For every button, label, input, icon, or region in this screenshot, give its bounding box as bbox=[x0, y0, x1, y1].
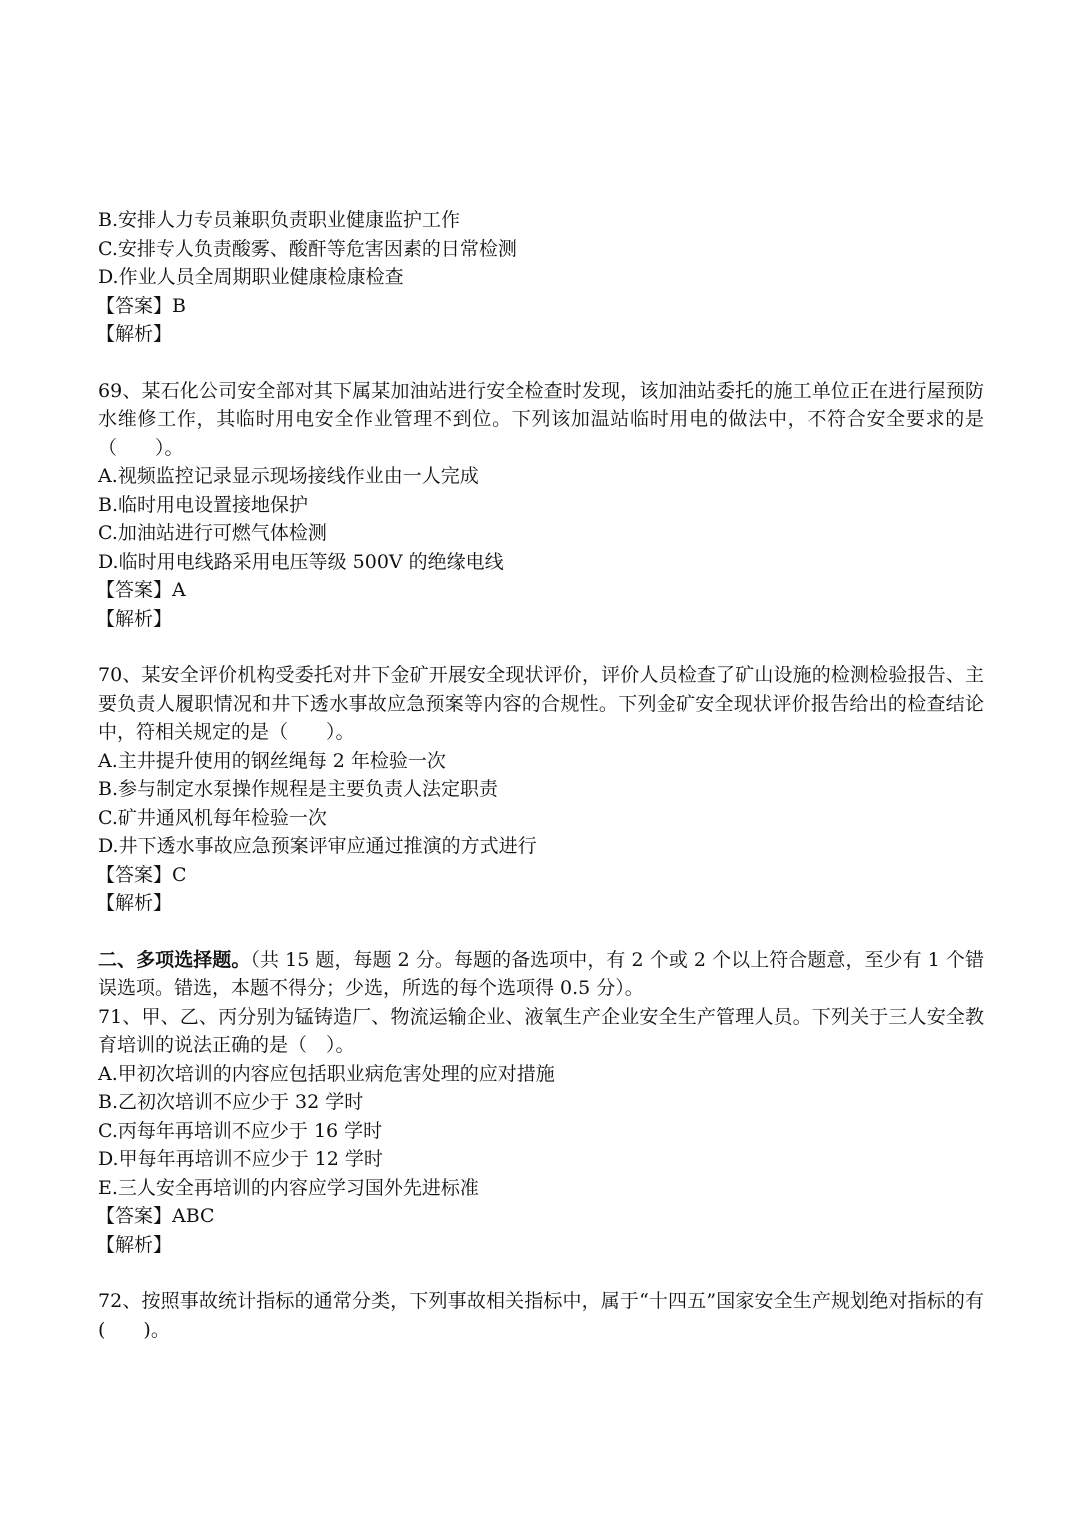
question-72 bbox=[98, 1287, 984, 1344]
analysis-label: 【解析】 bbox=[96, 323, 173, 345]
option-b: B.安排人力专员兼职负责职业健康监护工作 bbox=[98, 209, 461, 231]
question-69 bbox=[98, 377, 984, 634]
option-d: D.作业人员全周期职业健康检康检查 bbox=[98, 266, 404, 288]
question-68-tail bbox=[98, 206, 984, 349]
section-note: （共 15 题，每题 2 分。每题的备选项中，有 2 个或 2 个以上符合题意，至少有 1 个错误选项。错选，本题不得分；少选，所选的每个选项得 0.5 分）。 bbox=[98, 948, 984, 999]
question-70 bbox=[98, 661, 984, 918]
question-71 bbox=[98, 1003, 984, 1260]
answer-label: 【答案】A bbox=[96, 579, 186, 601]
option-c: C.加油站进行可燃气体检测 bbox=[98, 522, 327, 544]
option-a: A.主井提升使用的钢丝绳每 2 年检验一次 bbox=[98, 749, 446, 772]
analysis-label: 【解析】 bbox=[96, 892, 173, 914]
document-page bbox=[98, 206, 984, 1344]
section-heading bbox=[98, 946, 984, 1003]
option-d: D.临时用电线路采用电压等级 500V 的绝缘电线 bbox=[98, 550, 504, 573]
analysis-label: 【解析】 bbox=[96, 1233, 173, 1256]
question-stem: 71、甲、乙、丙分别为锰铸造厂、物流运输企业、液氧生产企业安全生产管理人员。下列关于三人安全教育培训的说法正确的是（ ）。 bbox=[98, 1005, 984, 1056]
answer-label: 【答案】C bbox=[96, 863, 187, 886]
option-d: D.井下透水事故应急预案评审应通过推演的方式进行 bbox=[98, 835, 537, 857]
question-stem: 69、某石化公司安全部对其下属某加油站进行安全检查时发现，该加油站委托的施工单位正在进行屋预防水维修工作，其临时用电安全作业管理不到位。下列该加温站临时用电的做法中，不符合安全要求的是（ ）。 bbox=[98, 379, 984, 459]
option-c: C.安排专人负责酸雾、酸酐等危害因素的日常检测 bbox=[98, 237, 517, 260]
option-c: C.丙每年再培训不应少于 16 学时 bbox=[98, 1119, 383, 1142]
answer-label: 【答案】B bbox=[96, 294, 186, 317]
option-d: D.甲每年再培训不应少于 12 学时 bbox=[98, 1148, 383, 1170]
option-a: A.甲初次培训的内容应包括职业病危害处理的应对措施 bbox=[98, 1062, 555, 1085]
option-b: B.参与制定水泵操作规程是主要负责人法定职责 bbox=[98, 778, 499, 800]
answer-label: 【答案】ABC bbox=[96, 1205, 215, 1227]
option-b: B.乙初次培训不应少于 32 学时 bbox=[98, 1091, 364, 1113]
option-b: B.临时用电设置接地保护 bbox=[98, 493, 309, 516]
question-stem: 70、某安全评价机构受委托对井下金矿开展安全现状评价，评价人员检查了矿山设施的检测检验报告、主要负责人履职情况和井下透水事故应急预案等内容的合规性。下列金矿安全现状评价报告给出的检查结论中，符相关规定的是（ ）。 bbox=[98, 664, 984, 743]
option-c: C.矿井通风机每年检验一次 bbox=[98, 806, 327, 829]
section-title: 二、多项选择题。 bbox=[98, 948, 251, 971]
option-a: A.视频监控记录显示现场接线作业由一人完成 bbox=[98, 465, 479, 487]
option-e: E.三人安全再培训的内容应学习国外先进标准 bbox=[98, 1176, 479, 1199]
analysis-label: 【解析】 bbox=[96, 607, 173, 630]
question-stem: 72、按照事故统计指标的通常分类，下列事故相关指标中，属于“十四五”国家安全生产规划绝对指标的有( )。 bbox=[98, 1290, 984, 1341]
